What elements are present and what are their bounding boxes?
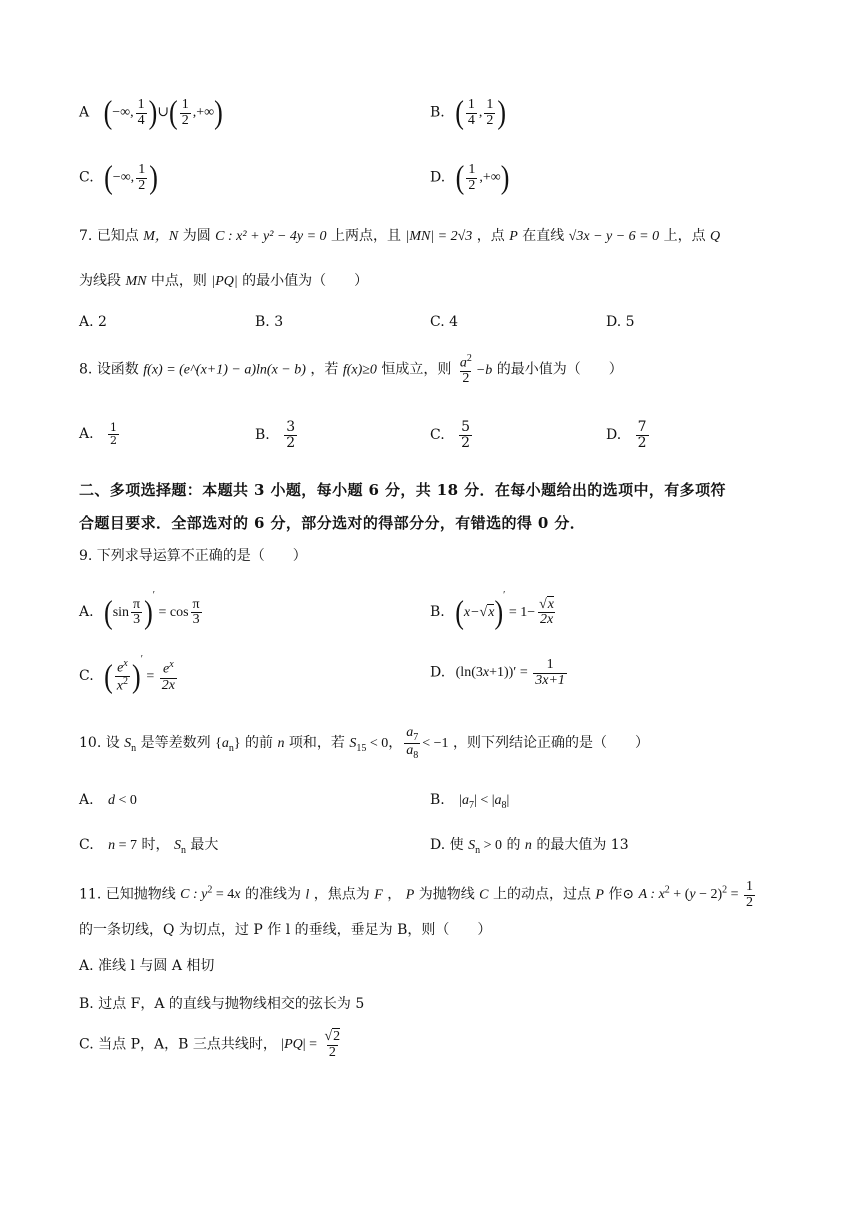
q6-option-d: D. ( $\frac{1}{2}$ ,+∞) — [430, 159, 510, 196]
q7-option-b: B. 3 — [255, 314, 284, 330]
q7-option-c: C. 4 — [430, 314, 459, 330]
q10-option-b: B. $|a_7| < |a_8|$ — [430, 792, 510, 811]
circle-equation: C : x² + y² − 4y = 0 — [215, 229, 327, 244]
q6-option-a: A (−∞, $\frac{1}{4}$ )∪( $\frac{1}{2}$ ,+∞) — [79, 94, 223, 131]
q7-option-a: A. 2 — [79, 314, 107, 330]
option-label: C. — [79, 169, 94, 186]
option-label: B. — [430, 104, 445, 121]
line-equation: √3x − y − 6 = 0 — [568, 229, 660, 244]
q7-stem-line1: 7. 已知点 M，N 为圆 C : x² + y² − 4y = 0 上两点，且 |MN| = 2√3 ，点 P 在直线 √3x − y − 6 = 0 上，点 Q — [79, 228, 721, 244]
q10-option-c: C. n = 7 时， $S_n$ 最大 — [79, 837, 219, 856]
q6-option-b: B. ( $\frac{1}{4}$ , $\frac{1}{2}$ ) — [430, 94, 507, 131]
q9-stem: 9. 下列求导运算不正确的是（ ） — [79, 548, 307, 564]
q10-option-a: A. d < 0 — [79, 792, 137, 808]
q9-option-d: D. (ln(3x+1))′ = $\frac{1}{3x+1}$ — [430, 657, 565, 688]
section2-heading-line2: 合题目要求．全部选对的 6 分，部分选对的得部分分，有错选的得 0 分． — [79, 514, 586, 532]
q9-option-a: A. (sin $\frac{\pi}{3}$ )′ = cos $\frac{\pi}{3}$ — [79, 590, 200, 631]
q11-option-a: A. 准线 l 与圆 A 相切 — [79, 958, 215, 974]
q8-option-a: A. $\frac{1}{2}$ — [79, 421, 118, 447]
option-label: D. — [430, 169, 446, 186]
function-definition: f(x) = (e^(x+1) − a)ln(x − b) — [143, 362, 306, 378]
q11-stem-line2: 的一条切线，Q 为切点，过 P 作 l 的垂线，垂足为 B，则（ ） — [79, 922, 492, 938]
option-label: A — [79, 104, 90, 121]
q8-option-b: B. $\frac{3}{2}$ — [255, 419, 296, 451]
q8-option-c: C. $\frac{5}{2}$ — [430, 419, 471, 451]
q7-option-d: D. 5 — [606, 314, 635, 330]
q11-option-b: B. 过点 F，A 的直线与抛物线相交的弦长为 5 — [79, 996, 365, 1012]
q11-stem-line1: 11. 已知抛物线 C : $y^2 = 4x$ 的准线为 l ，焦点为 F ， P 为抛物线 C 上的动点，过点 P 作⊙ A : $x^2 + (y - 2)^2$ = $\frac{1}{2}$ — [79, 879, 754, 910]
q10-stem: 10. 设 $S_n$ 是等差数列 $\{a_n\}$ 的前 n 项和，若 $S_{15} < 0$， $\frac{a_7}{a_8}$ < −1 ，则下列结论正确的是（ ） — [79, 725, 650, 762]
q9-option-c: C. ( $\frac{e^x}{x^2}$ )′ = $\frac{e^x}{2x}$ — [79, 654, 175, 695]
q10-option-d: D. 使 $S_n > 0$ 的 n 的最大值为 13 — [430, 837, 629, 856]
q8-option-d: D. $\frac{7}{2}$ — [606, 419, 647, 451]
q7-stem-line2: 为线段 MN 中点，则 |PQ| 的最小值为（ ） — [79, 273, 369, 289]
chord-length-condition: |MN| = 2√3 — [405, 229, 473, 244]
q8-stem: 8. 设函数 f(x) = (e^(x+1) − a)ln(x − b) ，若 f(x)≥0 恒成立，则 $\frac{a^2}{2}$ −b 的最小值为（ ） — [79, 353, 623, 387]
q9-option-b: B. (x−√x)′ = 1− $\frac{√x}{2x}$ — [430, 590, 555, 631]
section2-heading-line1: 二、多项选择题：本题共 3 小题，每小题 6 分，共 18 分．在每小题给出的选项中，有多项符 — [79, 481, 726, 499]
q11-option-c: C. 当点 P，A，B 三点共线时， |PQ| = $\frac{√2}{2}$ — [79, 1029, 341, 1060]
q6-option-c: C. (−∞, $\frac{1}{2}$ ) — [79, 159, 158, 196]
